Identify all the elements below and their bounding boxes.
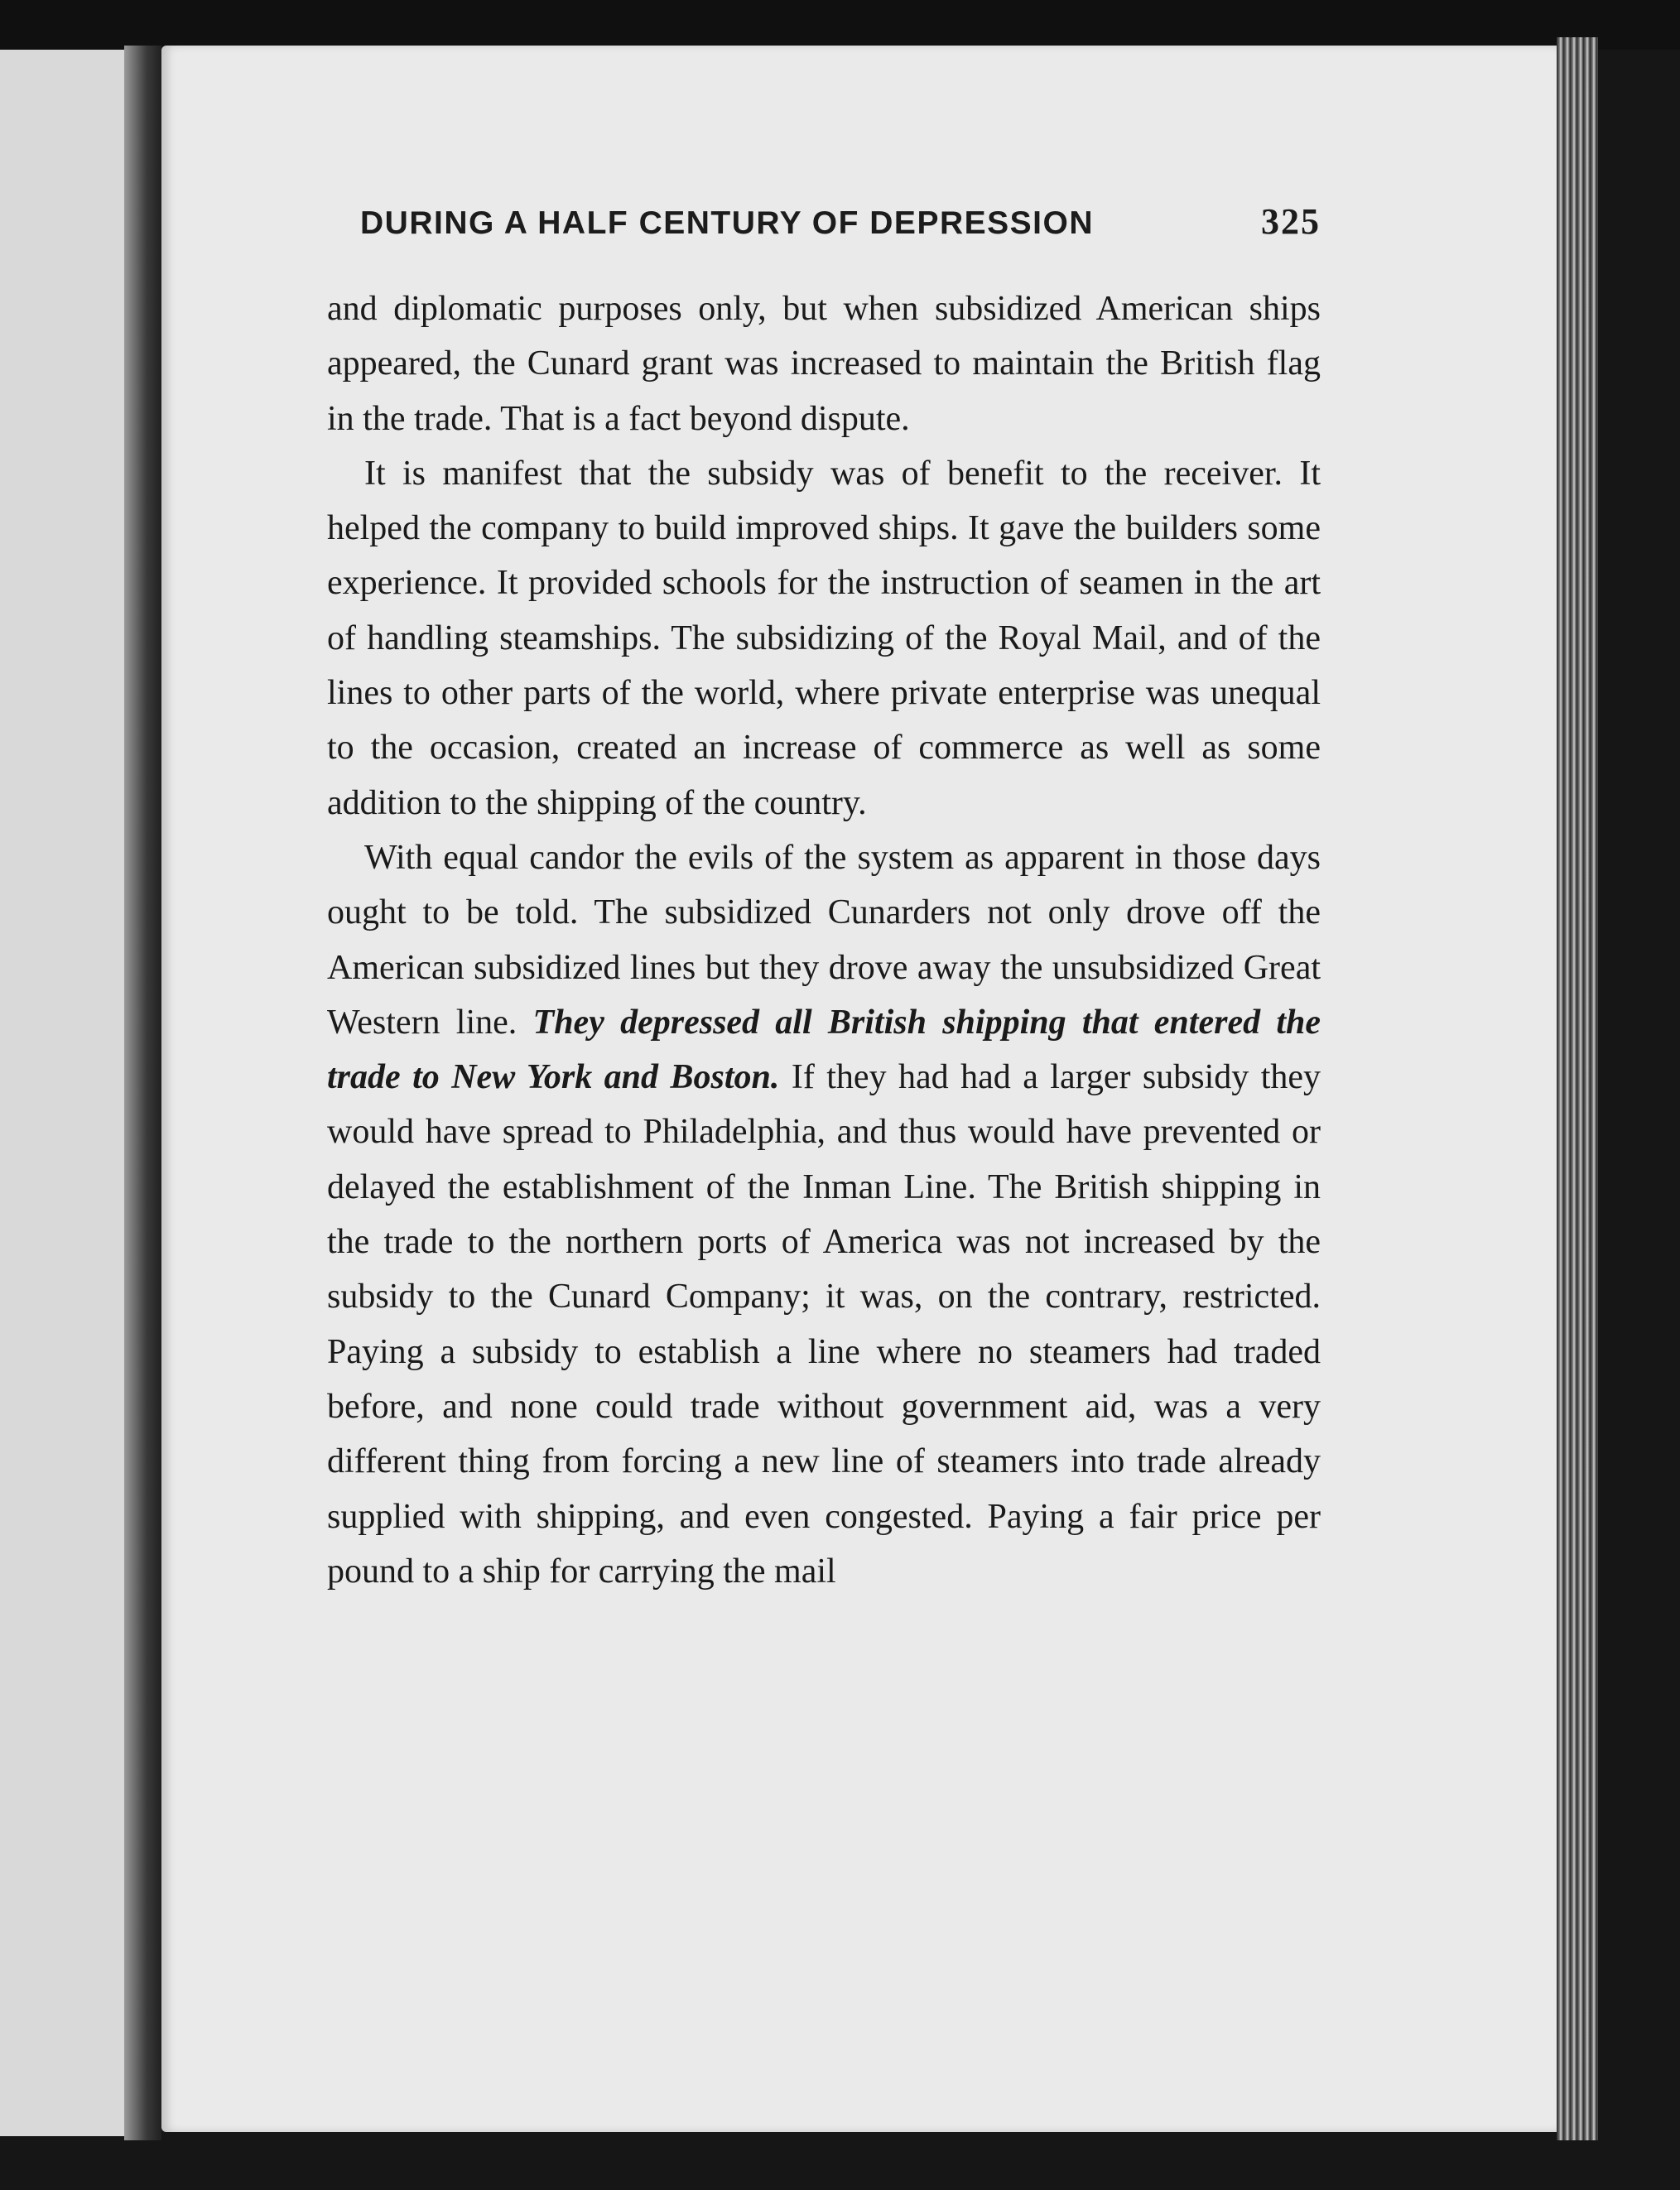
facing-page-edge	[0, 50, 137, 2136]
scan-background-top	[0, 0, 1680, 50]
paragraph-subsidy-evils	[327, 830, 1321, 1599]
paragraph-subsidy-benefits: It is manifest that the subsidy was of benefit to the receiver. It helped the company to build improved ships. It gave the builders some experience. It provided schools for the instruction of seamen in the art of handling steamships. The subsidizing of the Royal Mail, and of the lines to other parts of the world, where private enterprise was unequal to the occasion, created an increase of commerce as well as some addition to the shipping of the country.	[327, 454, 1321, 822]
page-number: 325	[1261, 201, 1321, 242]
running-title: DURING A HALF CENTURY OF DEPRESSION	[360, 205, 1094, 241]
running-header	[360, 200, 1321, 250]
paragraph-continuation: and diplomatic purposes only, but when subsidized American ships appeared, the Cunard grant was increased to maintain the British flag in the trade. That is a fact beyond dispute.	[327, 290, 1321, 438]
page-block-edge	[1557, 37, 1598, 2140]
italic-emphasis: They depressed all British shipping that entered the trade to New York and Boston.	[327, 1003, 1321, 1097]
paragraph-text: If they had had a larger subsidy they would have spread to Philadelphia, and thus would have prevented or delayed the establishment of the Inman Line. The British shipping in the trade to the northern ports of America was not increased by the subsidy to the Cunard Company; it was, on the contrary, restricted. Paying a subsidy to establish a line where no steamers had traded before, and none could trade without government aid, was a very different thing from forcing a new line of steamers into trade already supplied with shipping, and even congested. Paying a fair price per pound to a ship for carrying the mail	[327, 1058, 1321, 1591]
book-gutter	[124, 46, 161, 2140]
paragraph-text: With equal candor the evils of the system as apparent in those days ought to be told. The subsidized Cunarders not only drove off the American subsidized lines but they drove away the unsubsidized Great Western line.	[327, 838, 1321, 1042]
body-text	[327, 282, 1321, 1599]
